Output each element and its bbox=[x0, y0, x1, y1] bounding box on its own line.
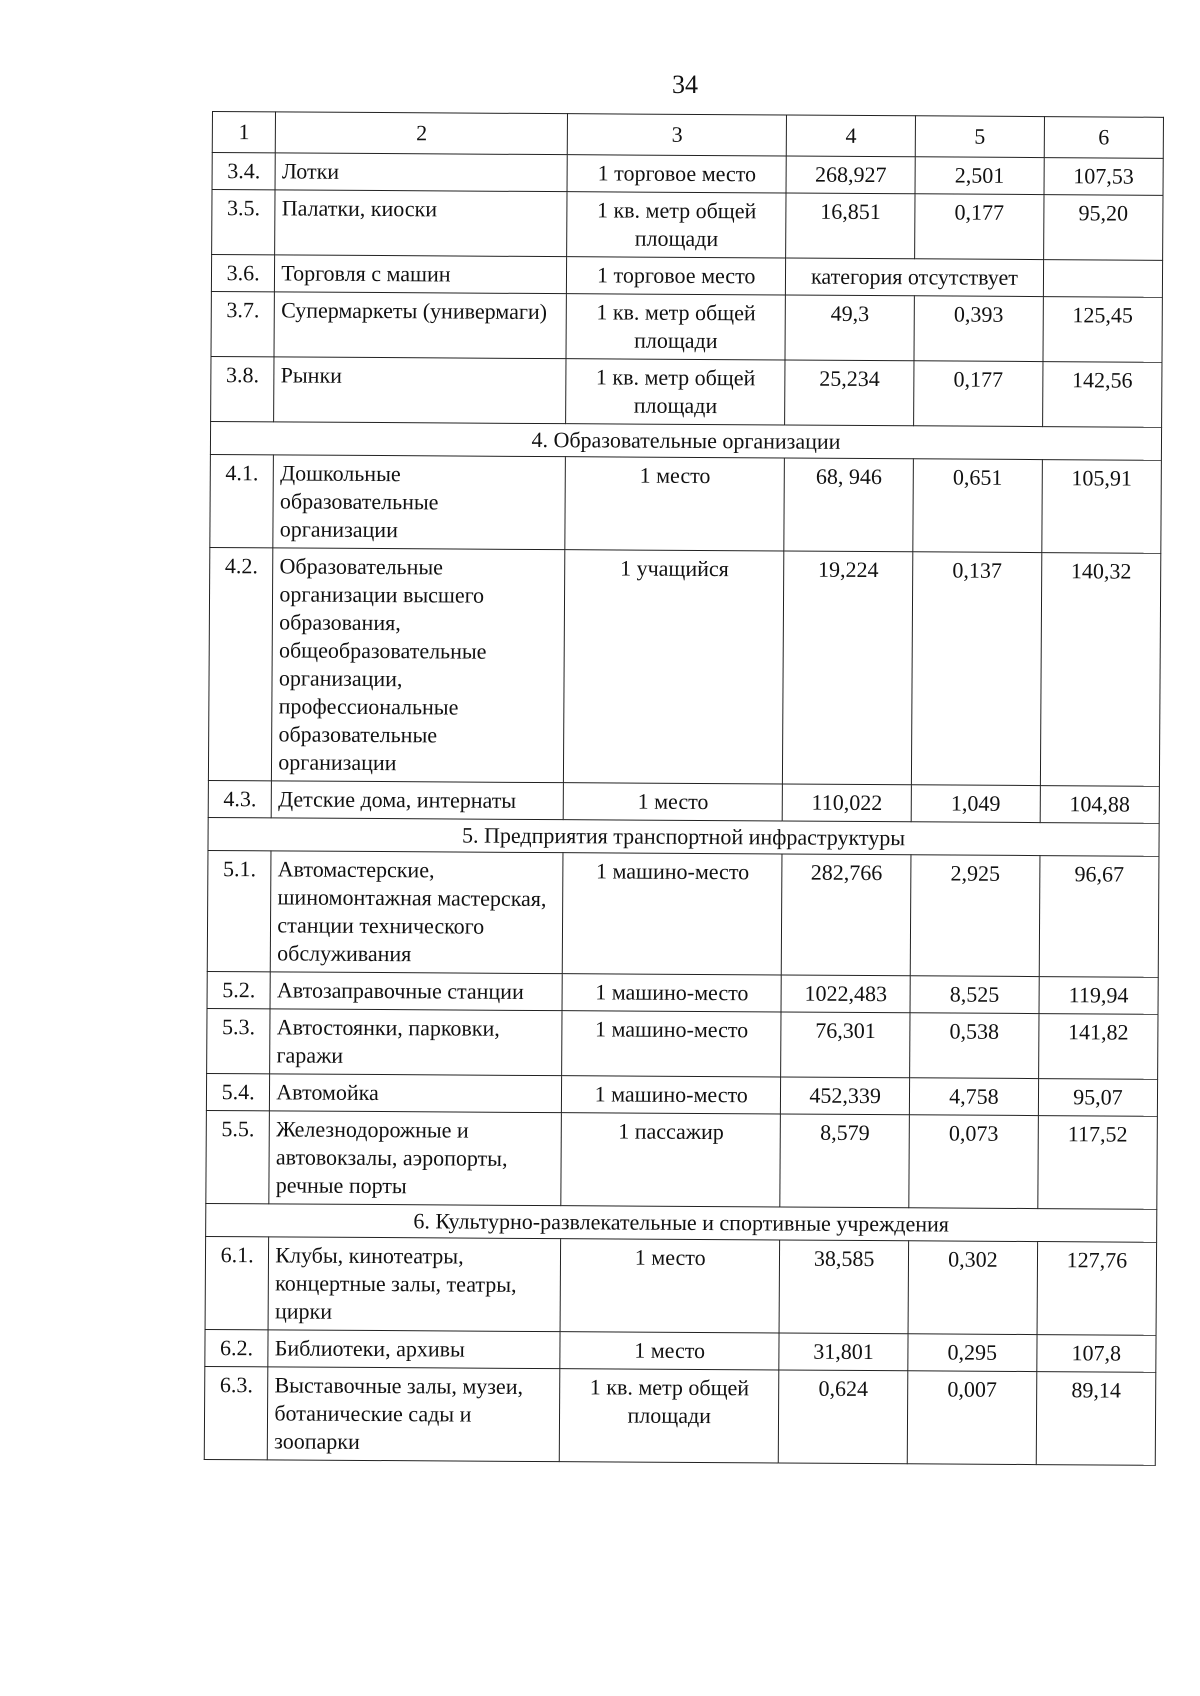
row-col6: 105,91 bbox=[1042, 460, 1162, 554]
row-col6: 125,45 bbox=[1043, 297, 1163, 363]
row-name: Детские дома, интернаты bbox=[272, 781, 564, 820]
row-col6: 141,82 bbox=[1038, 1014, 1158, 1080]
header-cell: 4 bbox=[786, 115, 915, 157]
row-col4: 19,224 bbox=[783, 551, 913, 785]
row-col4: 0,624 bbox=[778, 1370, 907, 1464]
row-col5: 0,393 bbox=[914, 296, 1043, 362]
row-col5: 0,177 bbox=[914, 361, 1043, 427]
row-merged-note: категория отсутствует bbox=[786, 258, 1044, 297]
row-unit: 1 торговое место bbox=[567, 257, 786, 295]
row-col4: 268,927 bbox=[786, 156, 915, 194]
row-col4: 68, 946 bbox=[784, 458, 913, 552]
header-cell: 3 bbox=[568, 114, 787, 156]
row-number: 4.3. bbox=[208, 780, 272, 817]
row-col4: 1022,483 bbox=[781, 975, 910, 1013]
table-row bbox=[207, 971, 1158, 1014]
table-body bbox=[204, 112, 1163, 1466]
row-col4: 38,585 bbox=[779, 1240, 908, 1334]
table-row bbox=[210, 454, 1162, 553]
row-name: Автостоянки, парковки, гаражи bbox=[270, 1009, 562, 1076]
row-name: Дошкольные образовательные организации bbox=[273, 455, 566, 550]
row-col4: 31,801 bbox=[779, 1333, 908, 1371]
row-unit: 1 пассажир bbox=[561, 1113, 781, 1207]
row-col6: 107,8 bbox=[1037, 1335, 1156, 1373]
row-unit: 1 кв. метр общей площади bbox=[567, 192, 786, 258]
row-col6: 140,32 bbox=[1040, 553, 1161, 787]
table-row bbox=[212, 153, 1163, 196]
row-unit: 1 машино-место bbox=[562, 1011, 781, 1077]
row-number: 4.1. bbox=[210, 454, 274, 547]
table-row bbox=[207, 850, 1159, 977]
row-unit: 1 машино-место bbox=[563, 853, 783, 975]
row-unit: 1 место bbox=[560, 1332, 779, 1370]
row-number: 5.2. bbox=[207, 971, 271, 1008]
row-col4: 8,579 bbox=[780, 1114, 909, 1208]
row-col6: 95,07 bbox=[1038, 1079, 1157, 1117]
row-col5: 0,651 bbox=[913, 459, 1042, 553]
row-col4: 282,766 bbox=[781, 854, 911, 976]
row-col5: 2,925 bbox=[910, 855, 1040, 977]
row-col4: 76,301 bbox=[781, 1012, 910, 1078]
row-col5: 0,073 bbox=[909, 1115, 1038, 1209]
row-number: 3.4. bbox=[212, 153, 276, 190]
row-name: Лотки bbox=[275, 153, 567, 192]
row-col6: 142,56 bbox=[1042, 362, 1162, 428]
table-row bbox=[205, 1329, 1156, 1372]
row-name: Железнодорожные и автовокзалы, аэропорты, речные порты bbox=[269, 1111, 562, 1206]
row-col5: 0,302 bbox=[908, 1241, 1037, 1335]
row-col6: 96,67 bbox=[1039, 856, 1159, 978]
row-name: Клубы, кинотеатры, концертные залы, театры, цирки bbox=[268, 1237, 561, 1332]
row-unit: 1 учащийся bbox=[564, 550, 784, 784]
table-row bbox=[212, 190, 1163, 261]
table-row bbox=[208, 780, 1159, 823]
table-header-row bbox=[212, 112, 1163, 159]
row-col6: 104,88 bbox=[1040, 786, 1159, 824]
row-name: Выставочные залы, музеи, ботанические сады и зоопарки bbox=[268, 1367, 561, 1462]
row-col4: 49,3 bbox=[785, 295, 914, 361]
row-col4: 25,234 bbox=[785, 360, 914, 426]
row-col4: 110,022 bbox=[782, 784, 911, 822]
row-name: Автомастерские, шиномонтажная мастерская, станции технического обслуживания bbox=[271, 851, 564, 974]
row-col6 bbox=[1043, 260, 1162, 298]
row-number: 6.2. bbox=[205, 1329, 269, 1366]
row-col6: 119,94 bbox=[1039, 977, 1158, 1015]
row-unit: 1 машино-место bbox=[562, 974, 781, 1012]
row-col4: 452,339 bbox=[781, 1077, 910, 1115]
row-name: Образовательные организации высшего образования, общеобразовательные организации, профессиональные образовательные организации bbox=[272, 548, 565, 783]
row-number: 5.1. bbox=[207, 850, 271, 971]
table-row bbox=[206, 1110, 1158, 1209]
row-col6: 89,14 bbox=[1036, 1372, 1156, 1466]
row-col5: 0,137 bbox=[911, 552, 1041, 786]
table-row bbox=[211, 255, 1162, 298]
table-row bbox=[211, 291, 1162, 362]
row-number: 3.7. bbox=[211, 291, 275, 356]
page-number: 34 bbox=[672, 70, 698, 99]
row-unit: 1 место bbox=[563, 783, 782, 821]
row-unit: 1 кв. метр общей площади bbox=[560, 1369, 780, 1463]
table-row bbox=[207, 1008, 1158, 1079]
row-number: 6.3. bbox=[204, 1366, 268, 1459]
row-col6: 127,76 bbox=[1037, 1242, 1157, 1336]
row-unit: 1 кв. метр общей площади bbox=[566, 294, 785, 360]
row-col5: 4,758 bbox=[909, 1078, 1038, 1116]
row-name: Рынки bbox=[274, 357, 566, 424]
row-unit: 1 торговое место bbox=[567, 155, 786, 193]
row-number: 5.4. bbox=[206, 1073, 270, 1110]
table-row bbox=[211, 356, 1162, 427]
section-heading: 6. Культурно-развлекательные и спортивные учреждения bbox=[206, 1203, 1157, 1242]
row-number: 5.3. bbox=[207, 1008, 271, 1073]
row-number: 4.2. bbox=[208, 547, 273, 780]
row-col4: 16,851 bbox=[786, 193, 915, 259]
row-unit: 1 кв. метр общей площади bbox=[566, 359, 785, 425]
table-row bbox=[206, 1073, 1157, 1116]
row-number: 3.5. bbox=[212, 190, 276, 255]
table-row bbox=[208, 547, 1160, 786]
row-name: Библиотеки, архивы bbox=[268, 1330, 560, 1369]
header-cell: 6 bbox=[1044, 117, 1163, 159]
norms-table bbox=[204, 111, 1164, 1466]
row-number: 5.5. bbox=[206, 1110, 270, 1203]
row-col5: 0,177 bbox=[915, 194, 1044, 260]
header-cell: 5 bbox=[915, 116, 1044, 158]
row-name: Палатки, киоски bbox=[275, 190, 567, 257]
row-name: Торговля с машин bbox=[275, 255, 567, 294]
row-number: 3.8. bbox=[211, 356, 275, 421]
row-name: Супермаркеты (универмаги) bbox=[274, 292, 566, 359]
row-unit: 1 машино-место bbox=[562, 1076, 781, 1114]
header-cell: 2 bbox=[276, 112, 568, 155]
row-number: 6.1. bbox=[205, 1236, 269, 1329]
section-heading: 4. Образовательные организации bbox=[210, 421, 1161, 460]
row-col5: 0,538 bbox=[910, 1013, 1039, 1079]
section-heading: 5. Предприятия транспортной инфраструктуры bbox=[208, 817, 1159, 856]
row-name: Автозаправочные станции bbox=[270, 972, 562, 1011]
row-unit: 1 место bbox=[560, 1239, 780, 1333]
table-row bbox=[204, 1366, 1156, 1465]
row-col5: 8,525 bbox=[910, 976, 1039, 1014]
row-col6: 117,52 bbox=[1038, 1116, 1158, 1210]
row-col5: 1,049 bbox=[911, 785, 1040, 823]
row-col6: 107,53 bbox=[1044, 158, 1163, 196]
table-row bbox=[205, 1236, 1157, 1335]
row-number: 3.6. bbox=[211, 255, 275, 292]
row-unit: 1 место bbox=[565, 457, 785, 551]
row-name: Автомойка bbox=[270, 1074, 562, 1113]
row-col5: 0,295 bbox=[908, 1334, 1037, 1372]
row-col5: 2,501 bbox=[915, 157, 1044, 195]
header-cell: 1 bbox=[212, 112, 276, 153]
row-col6: 95,20 bbox=[1043, 195, 1163, 261]
row-col5: 0,007 bbox=[907, 1371, 1036, 1465]
